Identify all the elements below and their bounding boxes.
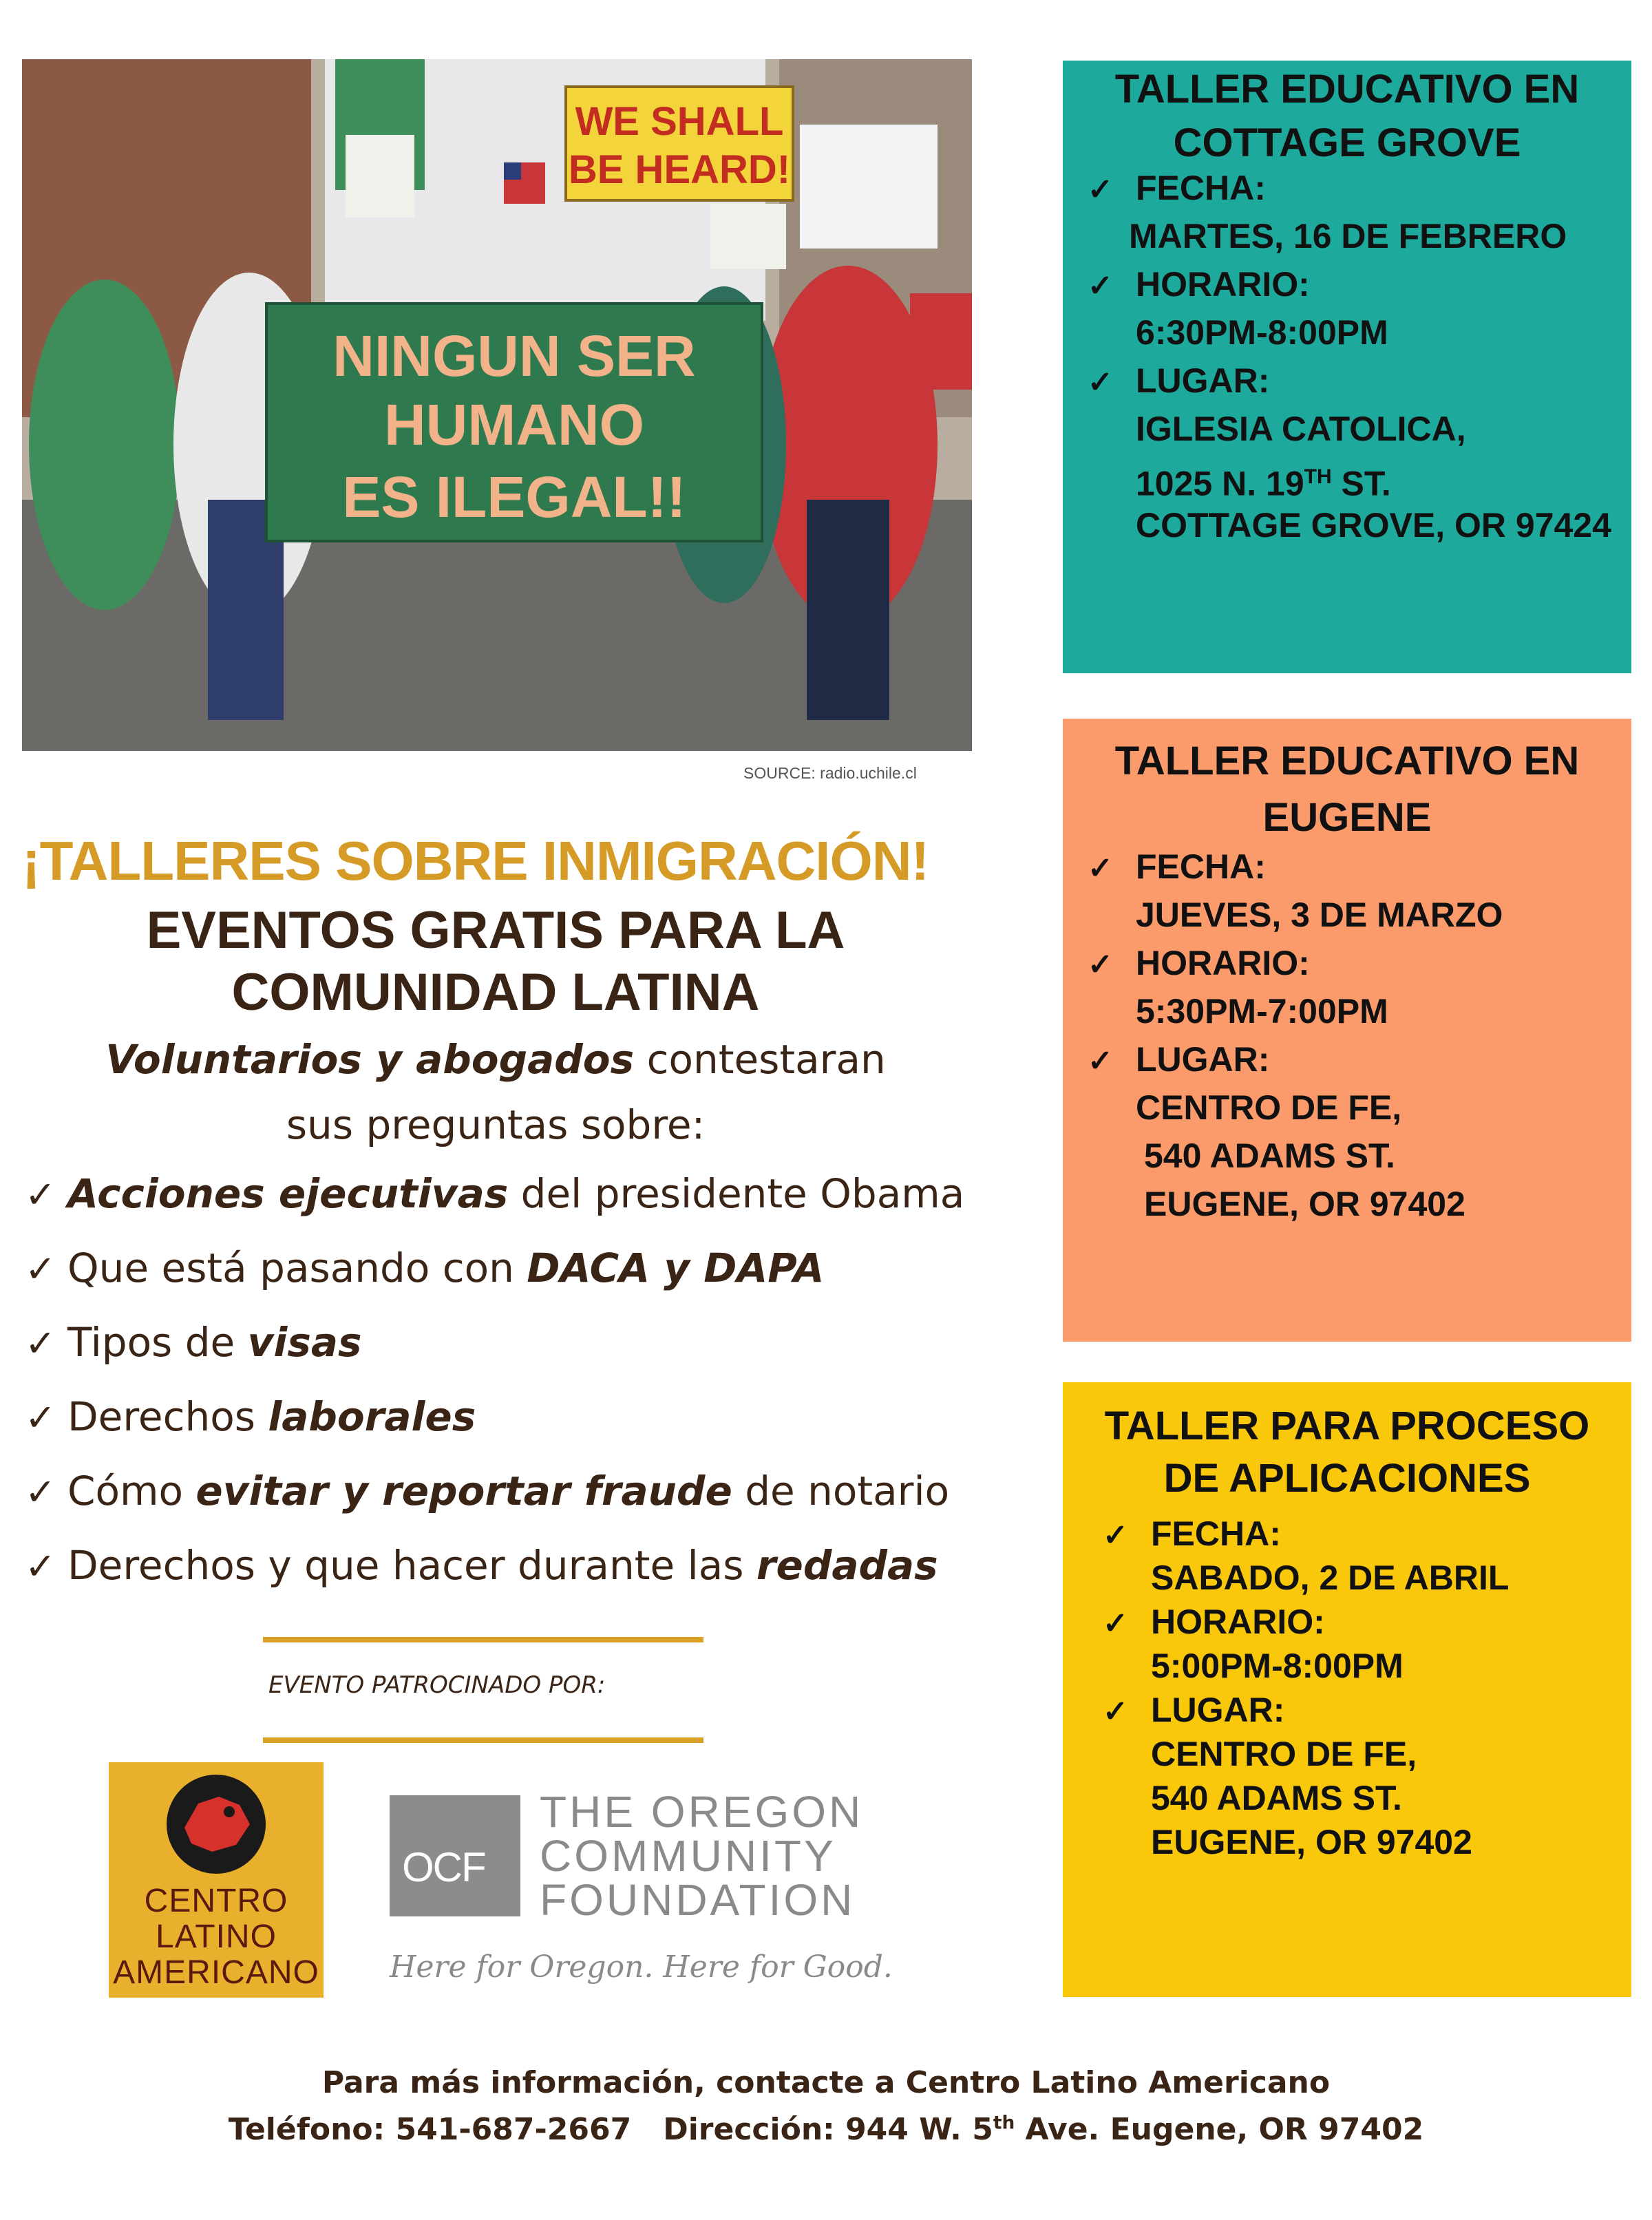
event-title-line1: TALLER EDUCATIVO EN [1114,67,1580,112]
event-title-line1: TALLER PARA PROCESO [1104,1404,1590,1448]
event-card-cottage-grove [1063,61,1631,673]
check-icon: ✓ [1103,1695,1128,1729]
oregon-community-foundation-logo [390,1787,893,1996]
intro-line2: sus preguntas sobre: [286,1101,706,1148]
footer-phone: Teléfono: 541-687-2667 [228,2112,632,2147]
footer-line1: Para más información, contacte a Centro Latino Americano [321,2065,1331,2100]
check-icon: ✓ [1103,1607,1128,1640]
check-icon: ✓ [25,1545,56,1588]
event-title-line1: TALLER EDUCATIVO EN [1114,739,1580,783]
check-icon: ✓ [1088,173,1113,207]
intro-emphasis: Voluntarios y abogados [105,1036,635,1083]
footer-address: Dirección: 944 W. 5 [663,2112,993,2147]
check-icon: ✓ [1088,852,1113,885]
divider-top [263,1637,703,1642]
event-title-line2: COTTAGE GROVE [1173,120,1521,165]
check-icon: ✓ [1088,269,1113,303]
banner-line3: ES ILEGAL!! [342,465,686,529]
check-icon: ✓ [25,1173,56,1216]
check-icon: ✓ [1088,366,1113,399]
sign-line1: WE SHALL [575,99,784,144]
intro-line1 [0,1036,991,1083]
protest-photo [22,59,972,751]
topic-item: ✓ Derechos y que hacer durante las redadas [25,1528,964,1603]
sign-line2: BE HEARD! [568,147,791,192]
footer-line2: Teléfono: 541-687-2667 Dirección: 944 W. 5th Ave. Eugene, OR 97402 [228,2112,1424,2147]
topic-item: ✓ Derechos laborales [25,1379,964,1454]
check-icon: ✓ [1088,948,1113,982]
event-details: ✓ FECHA: SABADO, 2 DE ABRIL ✓ HORARIO: 5:00PM-8:00PM ✓ LUGAR: CENTRO DE FE, 540 ADAMS ST. EUGENE, OR 97402 [1103,1514,1510,1861]
topic-item: ✓ Que está pasando con DACA y DAPA [25,1231,964,1305]
headline: ¡TALLERES SOBRE INMIGRACIÓN! [22,830,929,891]
ocf-mark-icon: OCF [390,1795,520,1916]
banner-line2: HUMANO [384,392,644,457]
event-card-aplicaciones [1063,1382,1631,1997]
centro-latino-wordmark: CENTRO LATINO AMERICANO [113,1883,319,1991]
ocf-wordmark: THE OREGON COMMUNITY FOUNDATION [540,1787,864,1925]
event-details: ✓ FECHA: JUEVES, 3 DE MARZO ✓ HORARIO: 5:30PM-7:00PM ✓ LUGAR: CENTRO DE FE, 540 ADAMS ST. EUGENE, OR 97402 [1088,843,1503,1228]
check-icon: ✓ [1103,1519,1128,1552]
topic-item: ✓ Acciones ejecutivas del presidente Obama [25,1156,964,1231]
check-icon: ✓ [25,1396,56,1439]
divider-bottom [263,1737,703,1743]
topic-item: ✓ Tipos de visas [25,1305,964,1379]
topic-list [25,1156,964,1603]
photo-source: SOURCE: radio.uchile.cl [743,764,917,782]
check-icon: ✓ [1088,1044,1113,1078]
check-icon: ✓ [25,1322,56,1365]
check-icon: ✓ [25,1470,56,1514]
topic-item: ✓ Cómo evitar y reportar fraude de notario [25,1454,964,1528]
check-icon: ✓ [25,1247,56,1291]
event-title-line2: DE APLICACIONES [1163,1456,1531,1501]
event-card-eugene [1063,719,1631,1342]
centro-latino-logo [109,1762,324,1998]
event-details: ✓ FECHA: MARTES, 16 DE FEBRERO ✓ HORARIO: 6:30PM-8:00PM ✓ LUGAR: IGLESIA CATOLICA, 1025 N. 19TH ST. COTTAGE GROVE, OR 97424 [1088,164,1611,549]
subhead-line2: COMUNIDAD LATINA [231,963,760,1022]
subhead-line1: EVENTOS GRATIS PARA LA [146,901,845,960]
ocf-tagline: Here for Oregon. Here for Good. [390,1949,893,1985]
event-title-line2: EUGENE [1262,795,1432,840]
intro-rest: contestaran [634,1036,886,1083]
sponsor-label: EVENTO PATROCINADO POR: [268,1671,606,1699]
banner-line1: NINGUN SER [332,324,696,388]
